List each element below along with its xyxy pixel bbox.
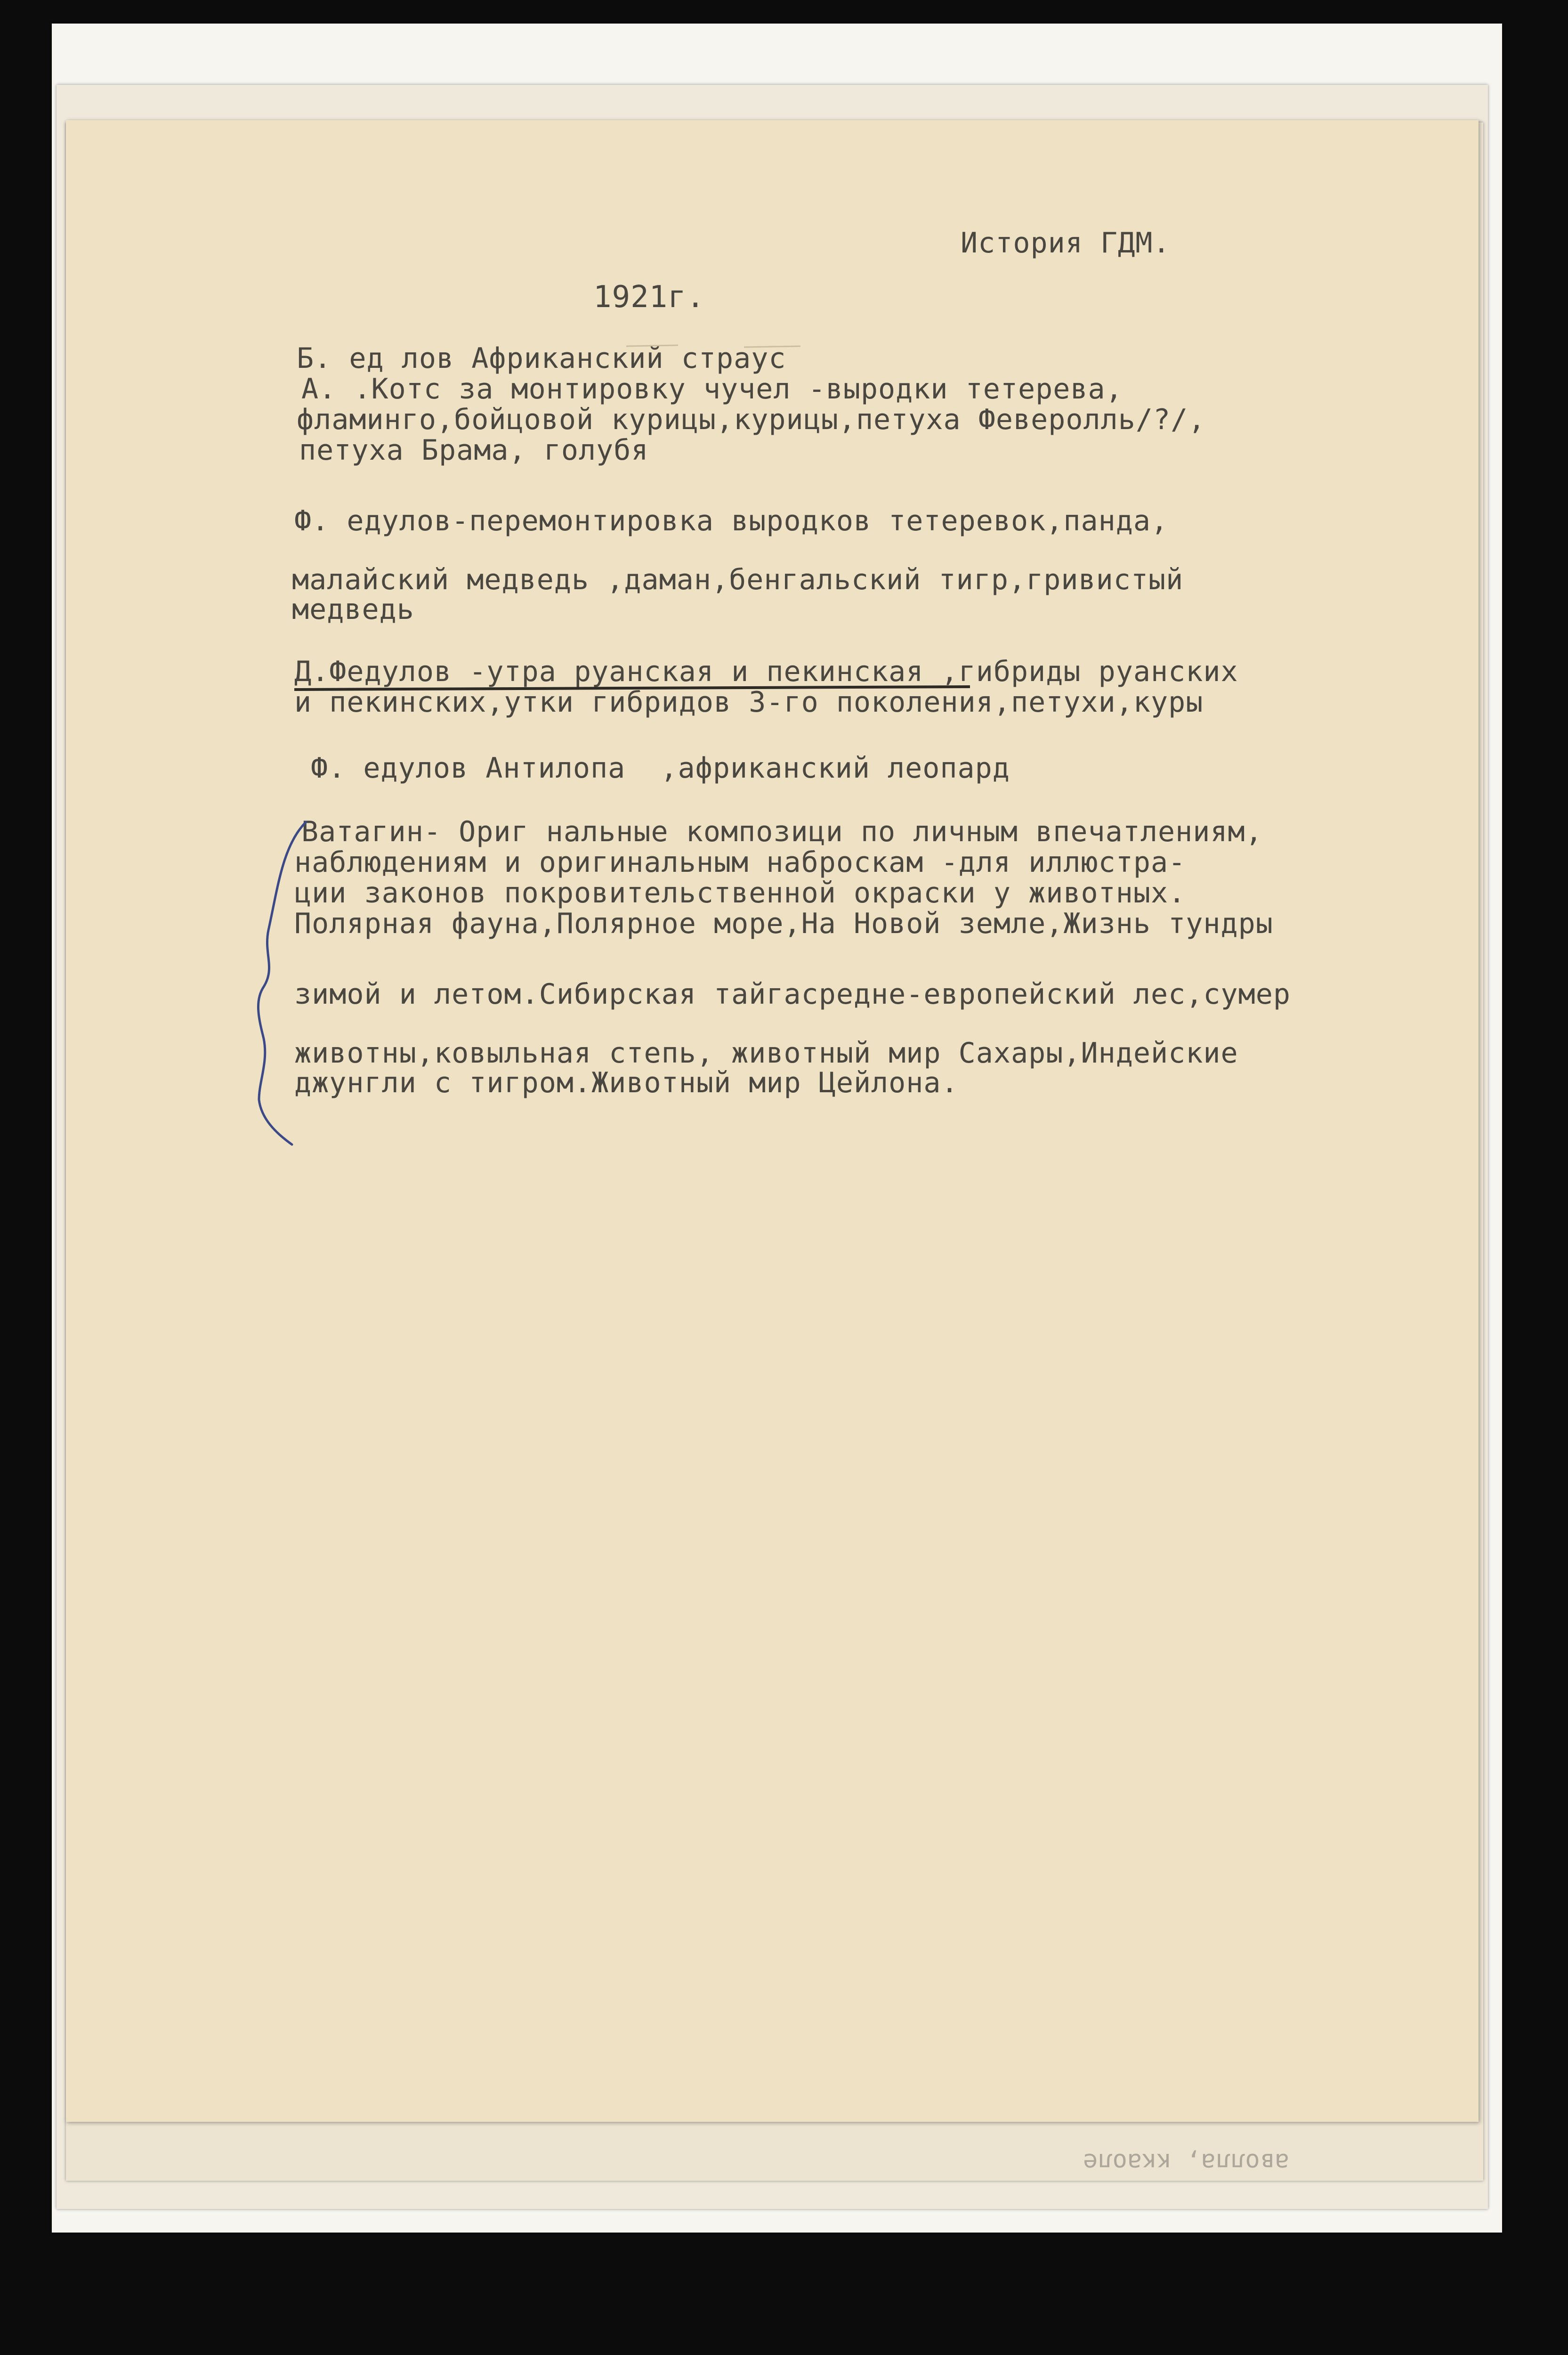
entry-line: А. .Котс за монтировку чучел -выродки тетерева, [301,373,1123,406]
entry-line: Б. ед лов Африканский страус [297,342,786,375]
entry-line: Полярная фауна,Полярное море,На Новой земле,Жизнь тундры [294,907,1273,940]
entry-line: Ватагин- Ориг нальные композици по личным впечатлениям, [301,815,1263,848]
faint-marks [622,332,810,360]
typed-page [66,120,1479,2122]
entry-line: Ф. едулов Антилопа ,африканский леопард [311,752,1010,785]
entry-line: Д.Федулов -утра руанская и пекинская ,гибриды руанских [294,655,1238,688]
bleed-through-text: аволла, ккаоле [1083,2148,1290,2176]
entry-line: фламинго,бойцовой курицы,курицы,петуха Феверолль/?/, [297,403,1206,436]
document-year: 1921г. [593,280,705,315]
entry-line: петуха Брама, голубя [299,434,649,467]
document-header: История ГДМ. [961,227,1171,260]
entry-line: джунгли с тигром.Животный мир Цейлона. [294,1066,959,1099]
handwritten-bracket [250,817,315,1147]
entry-line: наблюдениям и оригинальным наброскам -для иллюстра- [294,846,1186,879]
entry-line: зимой и летом.Сибирская тайгасредне-европейский лес,сумер [294,978,1291,1011]
entry-line: Ф. едулов-перемонтировка выродков тетеревок,панда, [294,504,1169,537]
entry-line: медведь [292,593,414,626]
entry-line: ции законов покровительственной окраски у животных. [294,877,1186,910]
handwritten-underline [292,683,975,697]
entry-line: малайский медведь ,даман,бенгальский тигр,гривистый [292,563,1184,596]
entry-line: животны,ковыльная степь, животный мир Сахары,Индейские [294,1037,1238,1070]
entry-line: и пекинских,утки гибридов 3-го поколения,петухи,куры [294,686,1204,719]
